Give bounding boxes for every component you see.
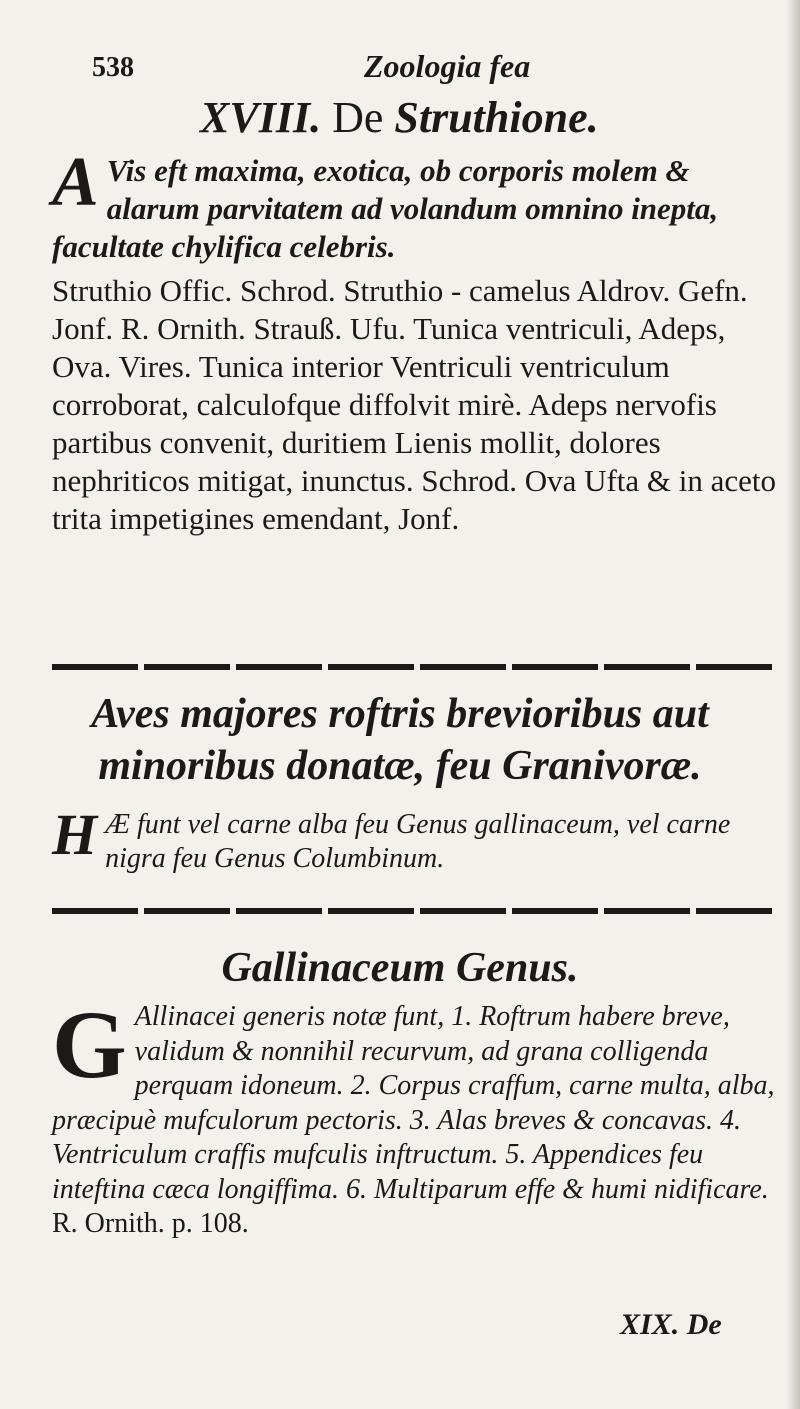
section-heading-gallinaceum: Gallinaceum Genus.	[221, 945, 579, 991]
chapter-title-de: De	[332, 93, 384, 142]
section-heading-aves-line1: Aves majores roftris brevioribus aut	[91, 691, 709, 737]
struthio-entry	[52, 144, 782, 538]
dropcap-g: G	[52, 991, 127, 1098]
catchword: XIX. De	[620, 1308, 722, 1341]
section-heading-aves-line2: minoribus donatæ, feu Granivoræ.	[98, 743, 702, 789]
section-heading-aves	[0, 688, 800, 792]
gallinaceum-paragraph	[52, 991, 782, 1242]
dropcap-h: H	[52, 802, 98, 867]
running-head: Zoologia fea	[364, 48, 531, 84]
struthio-body: Struthio Offic. Schrod. Struthio - camelus Aldrov. Gefn. Jonf. R. Ornith. Strauß. Ufu. Tunica ventriculi, Adeps, Ova. Vires. Tunica interior Ventriculi ventriculum corroborat, calculofque diffolvit mirè. Adeps nervofis partibus convenit, duritiem Lienis mollit, dolores nephriticos mitigat, inunctus. Schrod. Ova Ufta & in aceto trita impetigines emendant, Jonf.	[52, 273, 777, 536]
page-header	[92, 48, 692, 88]
gallinaceum-reference: R. Ornith. p. 108.	[52, 1208, 249, 1239]
aves-paragraph	[52, 802, 782, 876]
struthio-intro: Vis eft maxima, exotica, ob corporis molem & alarum parvitatem ad volandum omnino inepta, facultate chylifica celebris.	[52, 153, 719, 264]
chapter-number: XVIII.	[200, 93, 322, 142]
gallinaceum-text: Allinacei generis notæ funt, 1. Roftrum habere breve, validum & nonnihil recurvum, ad grana colligenda perquam idoneum. 2. Corpus craffum, carne multa, alba, præcipuè mufculorum pectoris. 3. Alas breves & concavas. 4. Ventriculum craffis mufculis inftructum. 5. Appendices feu inteftina cæca longiffima. 6. Multiparum effe & humi nidificare.	[52, 1001, 775, 1205]
aves-text: Æ funt vel carne alba feu Genus gallinaceum, vel carne nigra feu Genus Columbinum.	[105, 809, 731, 874]
divider-rule-1	[52, 664, 772, 670]
dropcap-a: A	[52, 144, 99, 221]
chapter-title	[200, 92, 599, 143]
divider-rule-2	[52, 908, 772, 914]
page-number: 538	[92, 52, 134, 83]
chapter-title-subject: Struthione.	[394, 93, 599, 142]
